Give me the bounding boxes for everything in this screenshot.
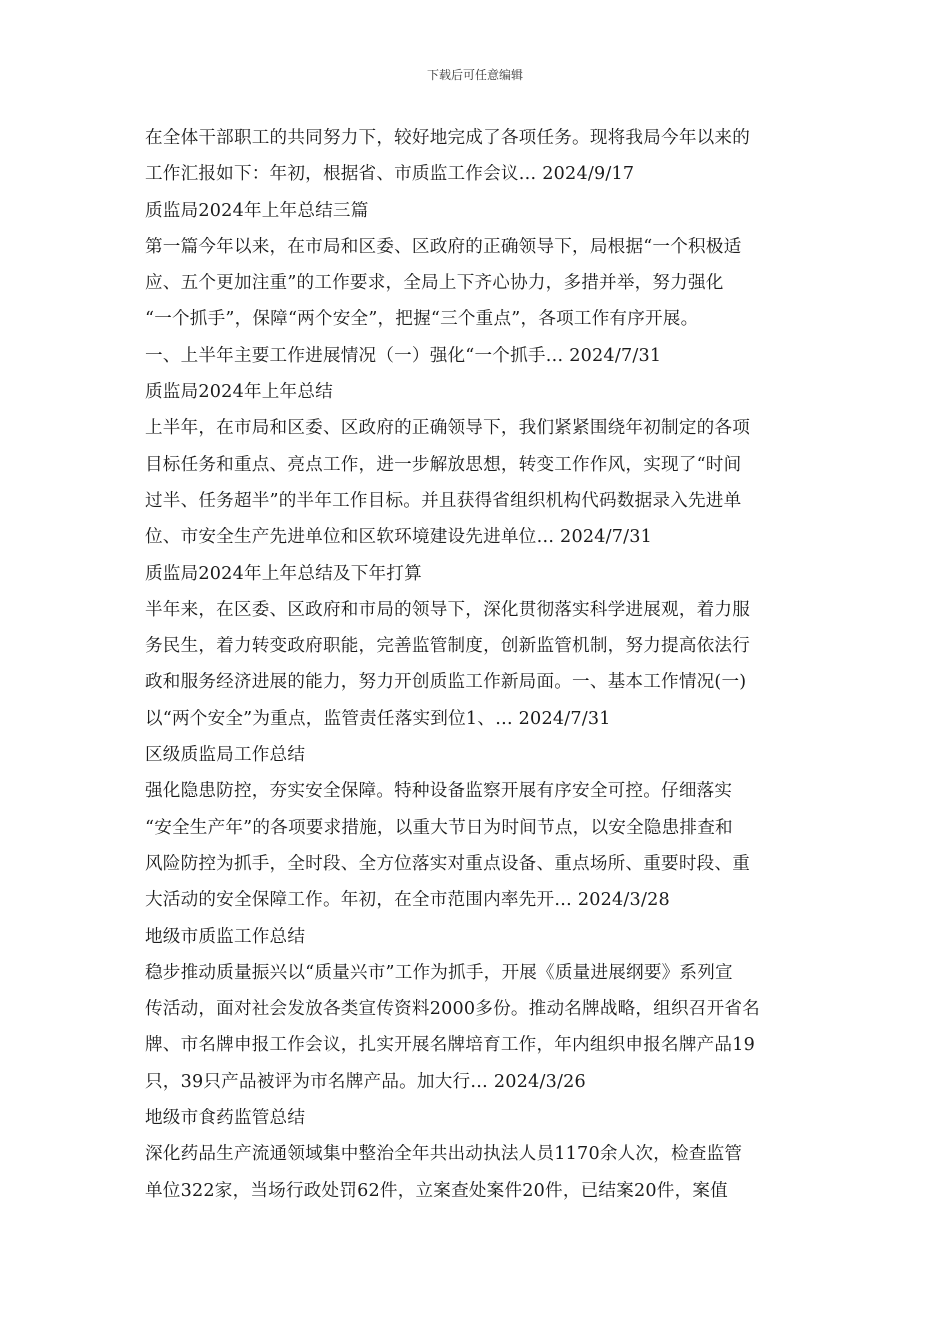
text-line: 半年来，在区委、区政府和市局的领导下，深化贯彻落实科学进展观，着力服: [145, 599, 750, 620]
page-header-note: 下载后可任意编辑: [426, 68, 523, 82]
text-line: 务民生，着力转变政府职能，完善监管制度，创新监管机制，努力提高依法行: [145, 636, 750, 657]
document-body: [145, 120, 810, 1209]
text-line: 在全体干部职工的共同努力下，较好地完成了各项任务。现将我局今年以来的: [145, 128, 750, 148]
text-line: “安全生产年”的各项要求措施，以重大节日为时间节点，以安全隐患排查和: [145, 817, 733, 838]
text-line: 大活动的安全保障工作。年初，在全市范围内率先开… 2024/3/28: [145, 890, 670, 911]
text-line: 深化药品生产流通领域集中整治全年共出动执法人员1170余人次，检查监管: [145, 1144, 743, 1165]
text-line: 风险防控为抓手，全时段、全方位落实对重点设备、重点场所、重要时段、重: [145, 853, 750, 874]
text-line: 目标任务和重点、亮点工作，进一步解放思想，转变工作作风，实现了“时间: [145, 454, 742, 475]
article-title: 地级市食药监管总结: [145, 1108, 306, 1129]
text-line: 上半年，在市局和区委、区政府的正确领导下，我们紧紧围绕年初制定的各项: [145, 418, 750, 439]
text-line: 以“两个安全”为重点，监管责任落实到位1、… 2024/7/31: [145, 708, 611, 729]
text-line: 单位322家，当场行政处罚62件，立案查处案件20件，已结案20件，案值: [145, 1180, 728, 1201]
article-title: 质监局2024年上年总结三篇: [145, 200, 369, 221]
text-line: 一、上半年主要工作进展情况（一）强化“一个抓手… 2024/7/31: [145, 345, 662, 366]
text-line: 强化隐患防控，夯实安全保障。特种设备监察开展有序安全可控。仔细落实: [145, 781, 733, 802]
text-line: 第一篇今年以来，在市局和区委、区政府的正确领导下，局根据“一个积极适: [145, 236, 742, 257]
text-line: “一个抓手”，保障“两个安全”，把握“三个重点”，各项工作有序开展。: [145, 309, 699, 330]
text-line: 政和服务经济进展的能力，努力开创质监工作新局面。一、基本工作情况(一): [145, 672, 747, 693]
text-line: 稳步推动质量振兴以“质量兴市”工作为抓手，开展《质量进展纲要》系列宣: [145, 962, 733, 983]
text-line: 位、市安全生产先进单位和区软环境建设先进单位… 2024/7/31: [145, 527, 653, 548]
text-line: 牌、市名牌申报工作会议，扎实开展名牌培育工作，年内组织申报名牌产品19: [145, 1035, 755, 1056]
article-title: 地级市质监工作总结: [145, 926, 306, 947]
text-line: 过半、任务超半”的半年工作目标。并且获得省组织机构代码数据录入先进单: [145, 490, 742, 511]
text-line: 工作汇报如下：年初，根据省、市质监工作会议… 2024/9/17: [145, 164, 635, 185]
text-line: 应、五个更加注重”的工作要求，全局上下齐心协力，多措并举，努力强化: [145, 273, 724, 294]
text-line: 传活动，面对社会发放各类宣传资料2000多份。推动名牌战略，组织召开省名: [145, 999, 760, 1020]
text-line: 只，39只产品被评为市名牌产品。加大行… 2024/3/26: [145, 1071, 586, 1092]
article-title: 区级质监局工作总结: [145, 745, 306, 766]
article-title: 质监局2024年上年总结: [145, 382, 333, 403]
article-title: 质监局2024年上年总结及下年打算: [145, 563, 422, 584]
